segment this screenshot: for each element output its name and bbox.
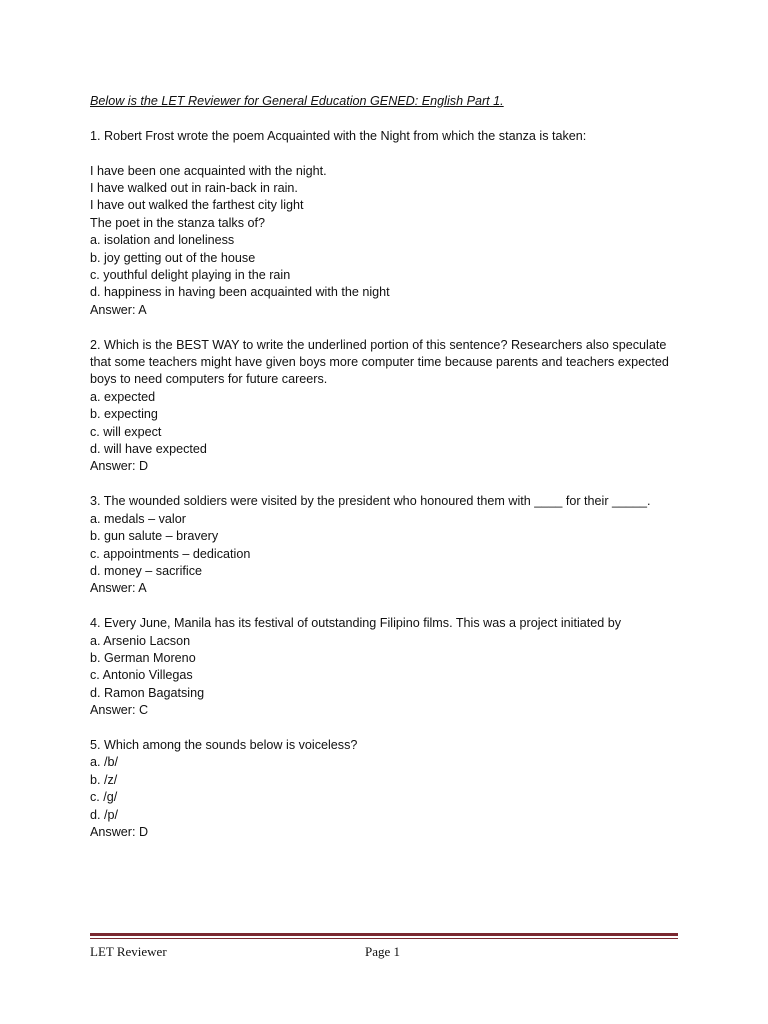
stanza-line: I have walked out in rain-back in rain.: [90, 181, 298, 195]
option-c: c. youthful delight playing in the rain: [90, 268, 291, 283]
question-4: [90, 615, 690, 719]
question-stem: The poet in the stanza talks of?: [90, 215, 266, 230]
option-a: a. medals – valor: [90, 511, 186, 526]
option-d: d. Ramon Bagatsing: [90, 685, 205, 700]
answer-options: [90, 232, 690, 302]
answer-key: Answer: A: [90, 581, 147, 596]
option-a: a. isolation and loneliness: [90, 233, 235, 248]
answer-key: Answer: D: [90, 824, 149, 839]
footer-rule-thick: [90, 933, 678, 936]
answer-options: [90, 754, 690, 824]
page-footer: [90, 933, 678, 959]
answer-options: [90, 389, 690, 459]
footer-rule-thin: [90, 938, 678, 939]
option-a: a. /b/: [90, 755, 119, 770]
answer-options: [90, 511, 690, 581]
question-prompt-line: 1. Robert Frost wrote the poem Acquainted with the Night from which the stanza is taken:: [90, 128, 587, 143]
question-prompt-line: 4. Every June, Manila has its festival of outstanding Filipino films. This was a project initiated by: [90, 616, 622, 631]
option-b: b. gun salute – bravery: [90, 529, 219, 544]
option-b: b. /z/: [90, 772, 118, 787]
option-c: c. /g/: [90, 790, 118, 805]
option-d: d. happiness in having been acquainted with the night: [90, 285, 390, 300]
option-c: c. appointments – dedication: [90, 546, 251, 561]
document-body: [90, 93, 690, 859]
option-d: d. money – sacrifice: [90, 563, 202, 578]
option-c: c. will expect: [90, 424, 162, 439]
question-2: [90, 337, 690, 476]
option-a: a. Arsenio Lacson: [90, 633, 191, 648]
option-d: d. /p/: [90, 807, 119, 822]
question-prompt: [90, 337, 690, 389]
option-b: b. joy getting out of the house: [90, 250, 256, 265]
page-number: Page 1: [365, 944, 401, 959]
question-prompt-line: 3. The wounded soldiers were visited by the president who honoured them with ____ for their _____.: [90, 494, 651, 509]
poem-stanza: [90, 163, 690, 233]
footer-title: LET Reviewer: [90, 944, 167, 959]
question-prompt-line: 2. Which is the BEST WAY to write the underlined portion of this sentence? Researchers also speculate: [90, 337, 667, 352]
answer-key: Answer: A: [90, 302, 147, 317]
question-1: [90, 128, 690, 319]
question-5: [90, 737, 690, 841]
document-title: Below is the LET Reviewer for General Education GENED: English Part 1.: [90, 94, 504, 108]
option-a: a. expected: [90, 389, 156, 404]
option-c: c. Antonio Villegas: [90, 668, 193, 683]
answer-options: [90, 633, 690, 703]
question-3: [90, 493, 690, 597]
question-prompt: [90, 737, 690, 754]
answer-key: Answer: D: [90, 459, 149, 474]
question-prompt-line: that some teachers might have given boys more computer time because parents and teachers expected: [90, 355, 669, 370]
stanza-line: I have out walked the farthest city light: [90, 198, 304, 213]
option-b: b. expecting: [90, 407, 158, 422]
answer-key: Answer: C: [90, 703, 149, 718]
question-prompt: [90, 615, 690, 632]
stanza-line: I have been one acquainted with the night.: [90, 163, 327, 178]
question-prompt: [90, 128, 690, 145]
question-prompt: [90, 493, 690, 510]
option-b: b. German Moreno: [90, 650, 196, 665]
question-prompt-line: 5. Which among the sounds below is voiceless?: [90, 737, 358, 752]
question-prompt-line: boys to need computers for future careers.: [90, 372, 328, 387]
option-d: d. will have expected: [90, 442, 207, 457]
